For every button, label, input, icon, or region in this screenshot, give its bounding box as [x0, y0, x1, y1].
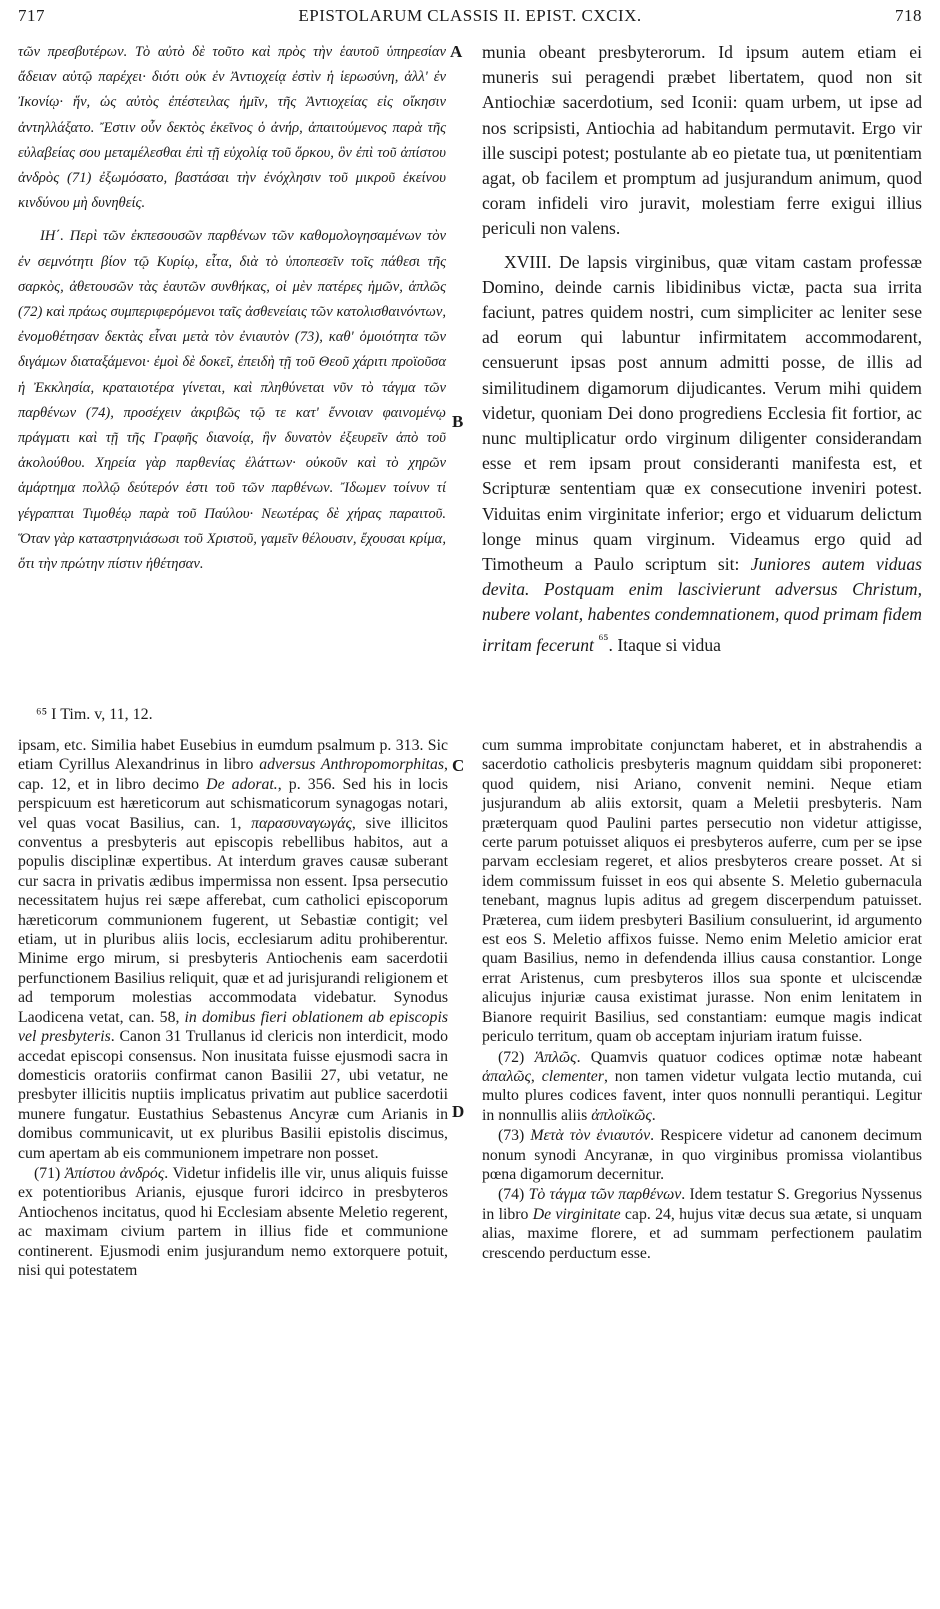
note-number: (73): [498, 1127, 531, 1145]
note-text: , cap. 12, et in libro decimo: [18, 756, 448, 793]
scripture-quote: Juniores autem viduas devita. Postquam enim lascivierunt adversus Christum, nubere volant, habentes condemnationem, quod primam fidem irritam fecerunt: [482, 554, 922, 655]
margin-marker-b: B: [452, 412, 464, 431]
note-text: , sive illicitos conventus a presbyteris aut episcopis rebellibus habitos, aut a populis disciplinæ expertibus. At interdum graves causæ suberant cur sacra in privatis ædibus impermissa non essent. Ipsa persecutio necessitatem hujus rei sæpe afferebat, cum catholici episcoporum hæreticorum communionem fugerent, ut Sebastiæ contigit; vel etiam, ut in pluribus aliis locis, ecclesiarum aditu prohiberentur. Minime ergo mirum, si presbyteris Antiochenis eam sacerdotii perfunctionem Basilius reliquit, quæ et ad jurisjurandi religionem et ad temporum molestias accommodata videbatur. Synodus Laodicena vetat, can. 58,: [18, 814, 449, 1026]
notes-column-left: [18, 736, 448, 1280]
running-title: EPISTOLARUM CLASSIS II. EPIST. CXCIX.: [298, 6, 642, 25]
note-text: . Idem testatur S. Gregorius Nyssenus in libro: [482, 1186, 922, 1223]
margin-marker-c: C: [452, 756, 465, 775]
note-text: , p. 356. Sed his in locis perspicuum est hæreticorum aut schismaticorum synagogas notari, vel quas vocat Basilius, can. 1,: [18, 775, 448, 832]
note-text: . Canon 31 Trullanus id clericis non interdicit, modo accedat episcopi consensus. Non inusitata fuisse ejusmodi sacra in domesticis oratoriis confirmat canon Basilii 27, ubi vetatur, ne presbyter illicitis nuptiis implicatus privatim aut publice sacerdotii munere fungatur. Eustathius Sebastenus Ancyræ cum Arianis in domibus communicavit, ut ex pluribus Basilii epistolis discimus, cum apertam ab eis communionem impetrare non posset.: [18, 1028, 448, 1162]
note-number: (71): [34, 1164, 65, 1182]
latin-paragraph: [482, 250, 922, 658]
margin-marker-d: D: [452, 1102, 465, 1121]
note-number: (74): [498, 1186, 529, 1204]
note-paragraph: cum summa improbitate conjunctam haberet, et in abstrahendis a sacerdotio catholicis presbyteris magnum quiddam sibi proponeret: quod quidem, nisi Ariano, convenit nemini. Neque etiam jusjurandum ab aliis extorsit, quam a Meletii presbyteris. Nam præterquam quod Paulini partes persecutio non videtur attigisse, certe parum potuisset aliquos ei presbyteros auferre, cum per se ipse parvam ecclesiam regeret, et alios presbyteros creare posset. At si idem commissum fuisset in eos qui absente S. Meletio gubernacula tenebant, magnus lupis aditus ad gregem discerpendum patuisset. Præterea, cum iidem presbyteri Basilium consuluerint, id argumento est eos S. Meletio affixos fuisse. Nemo enim Meletio amicior erat quam Basilius, nemo in defendenda illius causa constantior. Longe errat Aristenus, cum presbyteros illos sua sponte et ulciscendæ alicujus injuriæ causa existimat jurasse. Non enim lenitatem in Bianore requirit Basilius, sed constantiam: eumque magis indicat periculo territum, quam ob acceptam injuriam iratum fuisse.: [482, 737, 922, 1046]
note-greek: Μετὰ τὸν ἐνιαυτόν: [530, 1127, 651, 1145]
notes-column-right: [482, 736, 922, 1263]
note-paragraph: [482, 1126, 922, 1184]
note-text: . Quamvis quatuor codices optimæ notæ habeant: [576, 1048, 922, 1066]
note-paragraph: [18, 1164, 448, 1280]
latin-paragraph: munia obeant presbyterorum. Id ipsum autem etiam ei muneris sui peragendi præbet libertatem, quod non sit Antiochiæ sacerdotium, sed Iconii: quam urbem, ut ipse ad nos scripsisti, Antiochia ad habitandum permutavit. Ergo vir ille suscipi potest; postulante ab eo pietate tua, ut pœnitentiam agat, ob facilem et promptum ad jusjurandum animum, quod coram infideli viro juravit, molestiam ferre exigui illius periculi non valens.: [482, 42, 922, 239]
note-italic: in domibus fieri oblationem ab episcopis vel presbyteris: [18, 1008, 448, 1046]
note-number: (72): [498, 1048, 535, 1066]
note-text: . Videtur infidelis ille vir, unus aliquis fuisse ex potentioribus Arianis, ejusque furori idcirco in presbyteros Antiochenos incitatus, quod hi Ecclesiam absente Meletio regerent, ac maximam civium partem in illius fide et communione continerent. Ejusmodi enim jusjurandum nemo extorquere potuit, nisi qui potestatem: [18, 1164, 448, 1279]
greek-text-column: [18, 40, 446, 577]
note-paragraph: [482, 1048, 922, 1126]
greek-paragraph: ΙΗ΄. Περὶ τῶν ἐκπεσουσῶν παρθένων τῶν καθομολογησαμένων τὸν ἐν σεμνότητι βίον τῷ Κυρίῳ, εἶτα, διὰ τὸ ὑποπεσεῖν τοῖς πάθεσι τῆς σαρκὸς, ἀθετουσῶν τὰς ἑαυτῶν συνθήκας, οἱ μὲν πατέρες ἡμῶν, ἁπλῶς (72) καὶ πράως συμπεριφερόμενοι ταῖς ἀσθενείαις τῶν κατολισθαινόντων, ἐνομοθέτησαν δεκτὰς εἶναι μετὰ τὸν ἐνιαυτὸν (73), καθ' ὁμοιότητα τῶν διγάμων διαταξάμενοι· ἐμοὶ δὲ δοκεῖ, ἐπειδὴ τῇ τοῦ Θεοῦ χάριτι προϊοῦσα ἡ Ἐκκλησία, κραταιοτέρα γίνεται, καὶ πληθύνεται νῦν τὸ τάγμα τῶν παρθένων (74), προσέχειν ἀκριβῶς τῷ τε κατ' ἔννοιαν φαινομένῳ πράγματι καὶ τῇ τῆς Γραφῆς διανοίᾳ, ἣν δυνατὸν ἐξευρεῖν ἀπὸ τοῦ ἀκολούθου. Χηρεία γὰρ παρθενίας ἐλάττων· οὐκοῦν καὶ τὸ χηρῶν ἁμάρτημα πολλῷ δεύτερόν ἐστι τοῦ τῶν παρθένων. Ἴδωμεν τοίνυν τί γέγραπται Τιμοθέῳ παρὰ τοῦ Παύλου· Νεωτέρας δὲ χήρας παραιτοῦ. Ὅταν γὰρ καταστρηνιάσωσι τοῦ Χριστοῦ, γαμεῖν θέλουσιν, ἔχουσαι κρίμα, ὅτι τὴν πρώτην πίστιν ἠθέτησαν.: [18, 228, 446, 573]
note-greek: Ἁπλῶς: [534, 1048, 577, 1066]
note-paragraph: [482, 1185, 922, 1263]
note-greek: παρασυναγωγάς: [251, 814, 352, 832]
note-greek: Τὸ τάγμα τῶν παρθένων: [528, 1186, 682, 1204]
note-italic: De adorat.: [206, 775, 278, 793]
note-text: , non tamen videtur vulgata lectio mutanda, cui multo plures codices favent, inter quos nonnulli perantiqui. Legitur in nonnullis aliis: [482, 1067, 922, 1124]
note-text: cap. 24, hujus vitæ decus sua ætate, si unquam alias, maxime florere, et ad summam perfectionem paulatim crescendo perductum esse.: [482, 1205, 923, 1262]
note-paragraph: [18, 736, 448, 1163]
note-greek: ἁπαλῶς: [482, 1067, 531, 1085]
page-number-right: 718: [895, 6, 922, 25]
note-text: .: [651, 1106, 656, 1124]
note-text: ipsam, etc. Similia habet Eusebius in eumdum psalmum p. 313. Sic etiam Cyrillus Alexandrinus in libro: [18, 737, 448, 774]
note-text: ,: [530, 1067, 542, 1085]
page-number-left: 717: [18, 6, 45, 25]
latin-text-column: [482, 40, 922, 658]
note-text: . Respicere videtur ad canonem decimum nonum synodi Ancyranæ, in quo virginibus promissa violantibus pœna digamorum decernitur.: [482, 1127, 922, 1183]
latin-text: . Itaque si vidua: [608, 634, 721, 655]
note-italic: De virginitate: [532, 1205, 621, 1223]
note-greek: Ἀπίστου ἀνδρός: [64, 1164, 165, 1182]
note-italic: adversus Anthropomorphitas: [259, 756, 445, 774]
note-greek: ἀπλοϊκῶς: [591, 1106, 652, 1124]
latin-text: XVIII. De lapsis virginibus, quæ vitam castam professæ Domino, deinde carnis libidinibus victæ, pacta sua irrita faciunt, patres quidem nostri, cum simpliciter ac leniter sese ad eorum qui labuntur infirmitatem accommodarent, censuerunt ipsas post annum admitti posse, de illis ad similitudinem digamorum dijudicantes. Verum mihi quidem videtur, quoniam Dei dono progrediens Ecclesia fit fortior, ac nunc multiplicatur ordo virginum diligenter considerandam esse et rem ipsam prout consideranti manifesta est, et Scripturæ sententiam quæ ex consecutione inveniri potest. Viduitas enim virginitate inferior; ergo et viduarum delictum longe minus quam virginum. Videamus ergo quid ad Timotheum a Paulo scriptum sit:: [482, 251, 922, 575]
footnote-ref: ⁶⁵: [598, 631, 609, 648]
note-italic: clementer: [541, 1067, 604, 1085]
margin-marker-a: A: [450, 42, 463, 61]
running-header: [18, 6, 922, 32]
greek-paragraph: τῶν πρεσβυτέρων. Τὸ αὐτὸ δὲ τοῦτο καὶ πρὸς τὴν ἑαυτοῦ ὑπηρεσίαν ἄδειαν αὐτῷ παρέχει· διότι οὐκ ἐν Ἀντιοχείᾳ ἐστὶν ἡ ἱερωσύνη, ἀλλ' ἐν Ἰκονίῳ· ἥν, ὡς αὐτὸς ἐπέστειλας ἡμῖν, τῆς Ἀντιοχείας εἰς οἴκησιν ἀντηλλάξατο. Ἔστιν οὖν δεκτὸς ἐκεῖνος ὁ ἀνήρ, ἀπαιτούμενος παρὰ τῆς εὐλαβείας σου μεταμέλεσθαι ἐπὶ τῇ εὐχολίᾳ τοῦ ὅρκου, ὃν ἐπὶ τοῦ ἀπίστου ἀνδρὸς (71) ἐξωμόσατο, βαστάσαι τὴν ἐνόχλησιν τοῦ μικροῦ ἐκείνου κινδύνου μὴ δυνηθείς.: [18, 44, 446, 212]
text-footnote: ⁶⁵ I Tim. v, 11, 12.: [36, 706, 153, 723]
